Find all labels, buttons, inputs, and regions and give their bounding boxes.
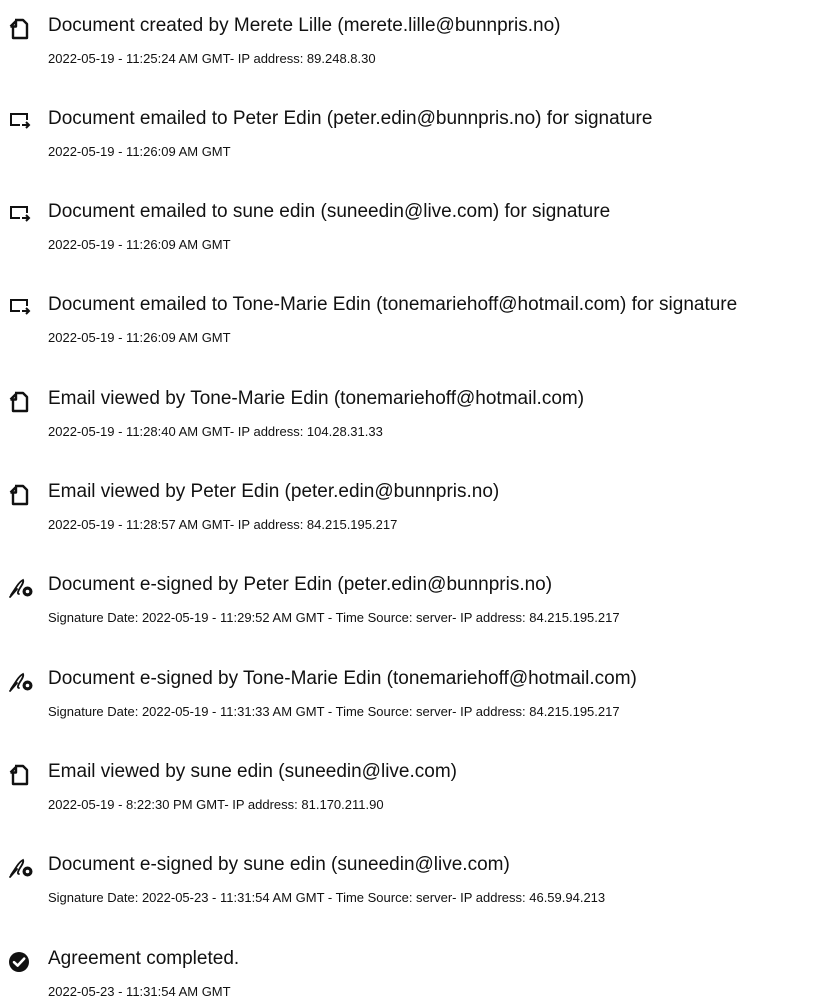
event-detail: 2022-05-19 - 11:28:57 AM GMT- IP address: 84.215.195.217 — [48, 517, 398, 532]
event-detail: 2022-05-19 - 8:22:30 PM GMT- IP address: 81.170.211.90 — [48, 797, 384, 812]
document-icon — [8, 18, 32, 40]
event-title: Email viewed by Peter Edin (peter.edin@bunnpris.no) — [48, 481, 500, 502]
event-detail: 2022-05-23 - 11:31:54 AM GMT — [48, 984, 231, 999]
event-title: Document emailed to Peter Edin (peter.edin@bunnpris.no) for signature — [48, 108, 653, 129]
e-sign-icon — [8, 857, 32, 879]
audit-event — [0, 200, 834, 260]
document-icon — [8, 391, 32, 413]
event-detail: Signature Date: 2022-05-19 - 11:31:33 AM GMT - Time Source: server- IP address: 84.215.195.217 — [48, 704, 620, 719]
event-detail: Signature Date: 2022-05-23 - 11:31:54 AM GMT - Time Source: server- IP address: 46.59.94.213 — [48, 890, 606, 905]
email-sent-icon — [8, 204, 32, 226]
audit-event — [0, 387, 834, 447]
event-title: Document e-signed by sune edin (suneedin@live.com) — [48, 854, 510, 875]
event-title: Email viewed by sune edin (suneedin@live.com) — [48, 761, 457, 782]
audit-event — [0, 760, 834, 820]
audit-event — [0, 480, 834, 540]
audit-event — [0, 947, 834, 1007]
audit-event — [0, 107, 834, 167]
event-detail: Signature Date: 2022-05-19 - 11:29:52 AM GMT - Time Source: server- IP address: 84.215.195.217 — [48, 610, 620, 625]
event-detail: 2022-05-19 - 11:28:40 AM GMT- IP address: 104.28.31.33 — [48, 424, 383, 439]
e-sign-icon — [8, 577, 32, 599]
audit-event — [0, 667, 834, 727]
document-icon — [8, 484, 32, 506]
check-circle-icon — [8, 951, 32, 973]
event-title: Document e-signed by Tone-Marie Edin (tonemariehoff@hotmail.com) — [48, 668, 637, 689]
event-detail: 2022-05-19 - 11:26:09 AM GMT — [48, 330, 231, 345]
event-title: Document emailed to sune edin (suneedin@live.com) for signature — [48, 201, 611, 222]
event-detail: 2022-05-19 - 11:26:09 AM GMT — [48, 144, 231, 159]
audit-event — [0, 14, 834, 74]
e-sign-icon — [8, 671, 32, 693]
event-title: Document e-signed by Peter Edin (peter.edin@bunnpris.no) — [48, 574, 553, 595]
document-icon — [8, 764, 32, 786]
audit-event — [0, 853, 834, 913]
event-title: Agreement completed. — [48, 948, 240, 969]
audit-event — [0, 573, 834, 633]
event-title: Document emailed to Tone-Marie Edin (tonemariehoff@hotmail.com) for signature — [48, 294, 738, 315]
email-sent-icon — [8, 297, 32, 319]
audit-event — [0, 293, 834, 353]
event-title: Document created by Merete Lille (merete.lille@bunnpris.no) — [48, 15, 561, 36]
event-title: Email viewed by Tone-Marie Edin (tonemariehoff@hotmail.com) — [48, 388, 585, 409]
email-sent-icon — [8, 111, 32, 133]
event-detail: 2022-05-19 - 11:25:24 AM GMT- IP address: 89.248.8.30 — [48, 51, 376, 66]
event-detail: 2022-05-19 - 11:26:09 AM GMT — [48, 237, 231, 252]
